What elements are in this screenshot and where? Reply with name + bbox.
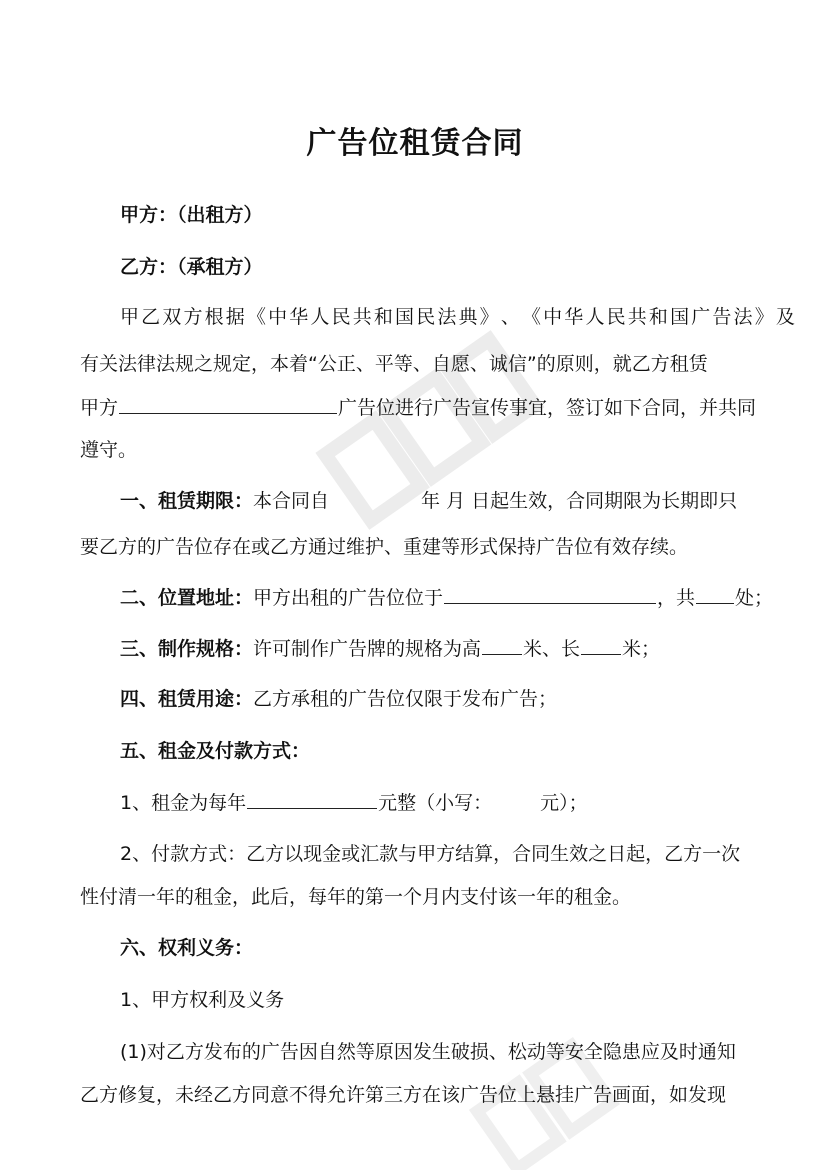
intro-line-3: [80, 393, 795, 422]
intro-char: 中: [543, 306, 563, 328]
document-title: 广告位租赁合同: [306, 126, 524, 161]
intro-char: 告: [712, 306, 732, 328]
intro-line-4: 遵守。: [80, 439, 138, 461]
intro-char: 民: [416, 306, 436, 328]
section-3-text-a: 许可制作广告牌的规格为高: [253, 638, 482, 660]
section-3-text-c: 米；: [622, 638, 661, 660]
section-4-text: 乙方承租的广告位仅限于发布广告；: [253, 688, 558, 710]
ad-location-blank: [119, 393, 337, 414]
intro-char: 人: [585, 306, 605, 328]
rent-text-c: 元）；: [540, 792, 588, 814]
intro-char: 中: [268, 306, 288, 328]
intro-char: 乙: [141, 306, 161, 328]
section-6-para-1-line-1: (1)对乙方发布的广告因自然等原因发生破损、松动等安全隐患应及时通知: [120, 1041, 736, 1063]
intro-char: 》: [479, 306, 499, 328]
section-1-text-a: 本合同自: [253, 490, 330, 512]
intro-char: 国: [670, 306, 690, 328]
intro-char: 华: [289, 306, 309, 328]
section-1-line-2: 要乙方的广告位存在或乙方通过维护、重建等形式保持广告位有效存续。: [80, 536, 689, 558]
section-2-text-b: ，共: [657, 587, 696, 609]
section-3-heading: 三、制作规格：: [120, 638, 254, 660]
party-a-line: [120, 201, 795, 229]
section-5-item-2-line-1: 2、付款方式：乙方以现金或汇款与甲方结算，合同生效之日起，乙方一次: [120, 843, 741, 865]
intro-char: 共: [627, 306, 647, 328]
intro-line-3-end: 广告位进行广告宣传事宜，签订如下合同，并共同: [338, 397, 757, 419]
intro-char: 》: [754, 306, 774, 328]
party-b-line: [120, 253, 795, 281]
intro-char: 和: [373, 306, 393, 328]
intro-char: 根: [204, 306, 224, 328]
party-a-label: 甲方：: [120, 204, 178, 226]
intro-char: 法: [733, 306, 753, 328]
intro-char: 据: [225, 306, 245, 328]
party-b-label: 乙方：: [120, 256, 178, 278]
intro-char: 及: [775, 306, 795, 328]
intro-char: 双: [162, 306, 182, 328]
intro-char: 共: [352, 306, 372, 328]
section-5-item-2-line-2: 性付清一年的租金，此后，每年的第一个月内支付该一年的租金。: [80, 886, 632, 908]
rent-text-a: 1、租金为每年: [120, 792, 247, 814]
intro-line-2: 有关法律法规之规定，本着“公正、平等、自愿、诚信”的原则，就乙方租赁: [80, 353, 708, 375]
intro-char: 典: [458, 306, 478, 328]
rent-amount-blank: [247, 788, 377, 809]
section-6-heading: 六、权利义务：: [120, 937, 254, 959]
intro-line-3-start: 甲方: [80, 397, 119, 419]
section-4-line: [120, 685, 795, 713]
section-3-text-b: 米、长: [523, 638, 581, 660]
section-1-text-b: 年 月 日起生效，合同期限为长期即只: [421, 490, 738, 512]
section-2-heading: 二、位置地址：: [120, 587, 254, 609]
intro-char: 广: [691, 306, 711, 328]
section-4-heading: 四、租赁用途：: [120, 688, 254, 710]
intro-char: 和: [648, 306, 668, 328]
intro-char: 国: [395, 306, 415, 328]
intro-char: 《: [246, 306, 266, 328]
count-blank: [696, 583, 734, 604]
intro-char: 法: [437, 306, 457, 328]
length-blank: [581, 634, 621, 655]
height-blank: [482, 634, 522, 655]
intro-char: 甲: [120, 306, 140, 328]
section-2-line: [120, 583, 795, 612]
party-a-role: （出租方）: [177, 204, 263, 226]
party-b-role: （承租方）: [177, 256, 263, 278]
section-5-item-1: [120, 788, 795, 817]
intro-char: 民: [331, 306, 351, 328]
section-6-para-1-line-2: 乙方修复，未经乙方同意不得允许第三方在该广告位上悬挂广告画面，如发现: [80, 1084, 727, 1106]
section-5-heading: 五、租金及付款方式：: [120, 740, 311, 762]
section-2-text-a: 甲方出租的广告位位于: [253, 587, 444, 609]
section-1-heading: 一、租赁期限：: [120, 490, 254, 512]
intro-char: 华: [564, 306, 584, 328]
intro-char: 民: [606, 306, 626, 328]
intro-char: 《: [521, 306, 541, 328]
section-1-line-1: [120, 487, 795, 515]
section-6-sub-1: 1、甲方权利及义务: [120, 989, 285, 1011]
intro-line-1: [120, 303, 795, 331]
address-blank: [444, 583, 656, 604]
section-2-text-c: 处；: [735, 587, 774, 609]
rent-text-b: 元整（小写：: [378, 792, 493, 814]
intro-char: 方: [183, 306, 203, 328]
intro-char: 人: [310, 306, 330, 328]
section-3-line: [120, 634, 795, 663]
watermark-graphic: [300, 300, 563, 560]
intro-char: 、: [500, 306, 520, 328]
